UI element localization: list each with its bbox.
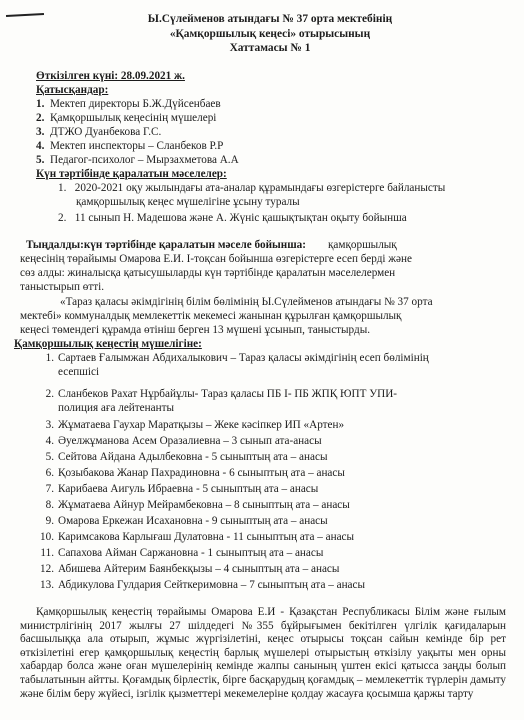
header-council-line: «Қамқоршылық кеңесі» отырысының <box>169 27 371 40</box>
member-item: 3. Жұматаева Гаухар Маратқызы – Жеке кәсіпкер ИП «Артен» <box>45 419 345 431</box>
listened-heading: Тыңдалды:күн тәртібінде қаралатын мәселе бойынша: <box>26 239 306 251</box>
participant-item: 5. Педагог-психолог – Мырзахметова А.А <box>36 154 239 166</box>
document-header <box>60 12 480 56</box>
agenda-title: Күн тәртібінде қаралатын мәселелер: <box>36 168 227 180</box>
member-item: 1. Сартаев Ғалымжан Абдихалыкович – Тараз қаласы әкімдігінің есеп бөлімінің <box>45 352 429 364</box>
listened-text: кеңесінің төрайымы Омарова Е.И. І-тоқсан бойынша өзгерістерге есеп берді және <box>20 253 412 265</box>
member-item: 5. Сейтова Айдана Адылбековна - 5 сыныптың ата – анасы <box>45 451 328 463</box>
quote-text: мектебі» коммуналдық мемлекеттік мекемесі жанынан құрылған қамқоршылық <box>20 310 402 322</box>
meeting-date: Өткізілген күні: 28.09.2021 ж. <box>36 70 185 82</box>
member-item: 12. Абишева Айтерим Баянбекқызы – 4 сыныптың ата – анасы <box>40 563 340 575</box>
participant-item: 1. Мектеп директоры Б.Ж.Дүйсенбаев <box>36 98 221 110</box>
member-item: 6. Қозыбакова Жанар Пахрадиновна - 6 сыныптың ата – анасы <box>45 467 345 479</box>
header-school-line: Ы.Сүлейменов атындағы № 37 орта мектебінің <box>147 13 393 25</box>
listened-line: Тыңдалды:күн тәртібінде қаралатын мәселе бойынша: қамқоршылық <box>26 239 397 251</box>
member-item: 4. Әуелжұманова Асем Оразалиевна – 3 сынып ата-анасы <box>45 435 322 447</box>
member-item: 9. Омарова Еркежан Исахановна - 9 сыныптың ата – анасы <box>45 515 328 527</box>
member-item-continuation: есепшісі <box>58 366 100 378</box>
member-item: 8. Жұматаева Айнур Мейрамбековна – 8 сыныптың ата – анасы <box>45 499 350 511</box>
member-item: 2. Сланбеков Рахат Нұрбайұлы- Тараз қаласы ПБ І- ПБ ЖПҚ ЮПТ УПИ- <box>45 388 398 400</box>
member-item: 13. Абдикулова Гулдария Сейткеримовна – 7 сыныптың ата – анасы <box>40 579 366 591</box>
member-item-continuation: полиция аға лейтенанты <box>58 402 174 414</box>
member-item: 10. Каримсакова Карлығаш Дулатовна - 11 сыныптың ата – анасы <box>40 531 355 543</box>
council-chair-paragraph: Қамқоршылық кеңестің төрайымы Омарова Е.И - Қазақстан Республикасы Білім және ғылым министрлігінің 2017 жылғы 27 шілдедегі №355 бұйрығымен бекітілген үлгілік қағидаларын басшылыққа ала отырып, жұмыс жүргізілетіні, кеңес отырысы тоқсан сайын кемінде бір рет өткізілетіні егер қамқоршылық кеңестің барлық мүшелері отырыстың өткізілу уақыты мен орны хабардар болса және оған мүшелерінің кемінде жалпы санының үштен екісі қатысса заңды болып табылатынын айтты. Қоғамдық бірлестік, бірге басқарудың қоғамдық – мемлекеттік түрлерін дамыту және білім беру жүйесі, ізгілік қызметтері мекемелеріне қолдау жасауға қосымша қаржы тарту <box>20 606 506 700</box>
member-item: 11. Сапахова Айман Саржановна - 1 сыныптың ата – анасы <box>40 547 324 559</box>
quote-text: «Тараз қаласы әкімдігінің білім бөлімінің Ы.Сүлейменов атындағы № 37 орта <box>60 296 433 308</box>
participant-item: 4. Мектеп инспекторы – Сланбеков Р.Р <box>36 140 224 152</box>
pen-mark <box>6 13 44 17</box>
agenda-item: 2. 11 сынып Н. Мадешова және А. Жүніс қашықтықтан оқыту бойынша <box>58 212 407 224</box>
listened-text: таныстырып өтті. <box>20 281 105 293</box>
quote-text: кеңесі төмендегі құрамда өтініш берген 13 мүшені ұсынып, таныстырды. <box>20 324 371 336</box>
participants-title: Қатысқандар: <box>36 84 109 96</box>
agenda-item: 1. 2020-2021 оқу жылындағы ата-аналар құрамындағы өзгерістерге байланысты <box>58 182 446 194</box>
member-item: 7. Карибаева Аигуль Ибраевна - 5 сыныптың ата – анасы <box>45 483 319 495</box>
header-protocol-number: Хаттамасы № 1 <box>229 42 311 54</box>
participant-item: 2. Қамқоршылық кеңесінің мүшелері <box>36 112 217 124</box>
agenda-item-continuation: қамқоршылық кеңес мүшелігіне ұсыну туралы <box>76 196 300 208</box>
members-title: Қамқоршылық кеңестің мүшелігіне: <box>14 338 202 350</box>
listened-text: сөз алды: жиналысқа қатысушыларды күн тәртібінде қаралатын мәселелермен <box>20 267 396 279</box>
participant-item: 3. ДТЖО Дуанбекова Г.С. <box>36 126 162 138</box>
